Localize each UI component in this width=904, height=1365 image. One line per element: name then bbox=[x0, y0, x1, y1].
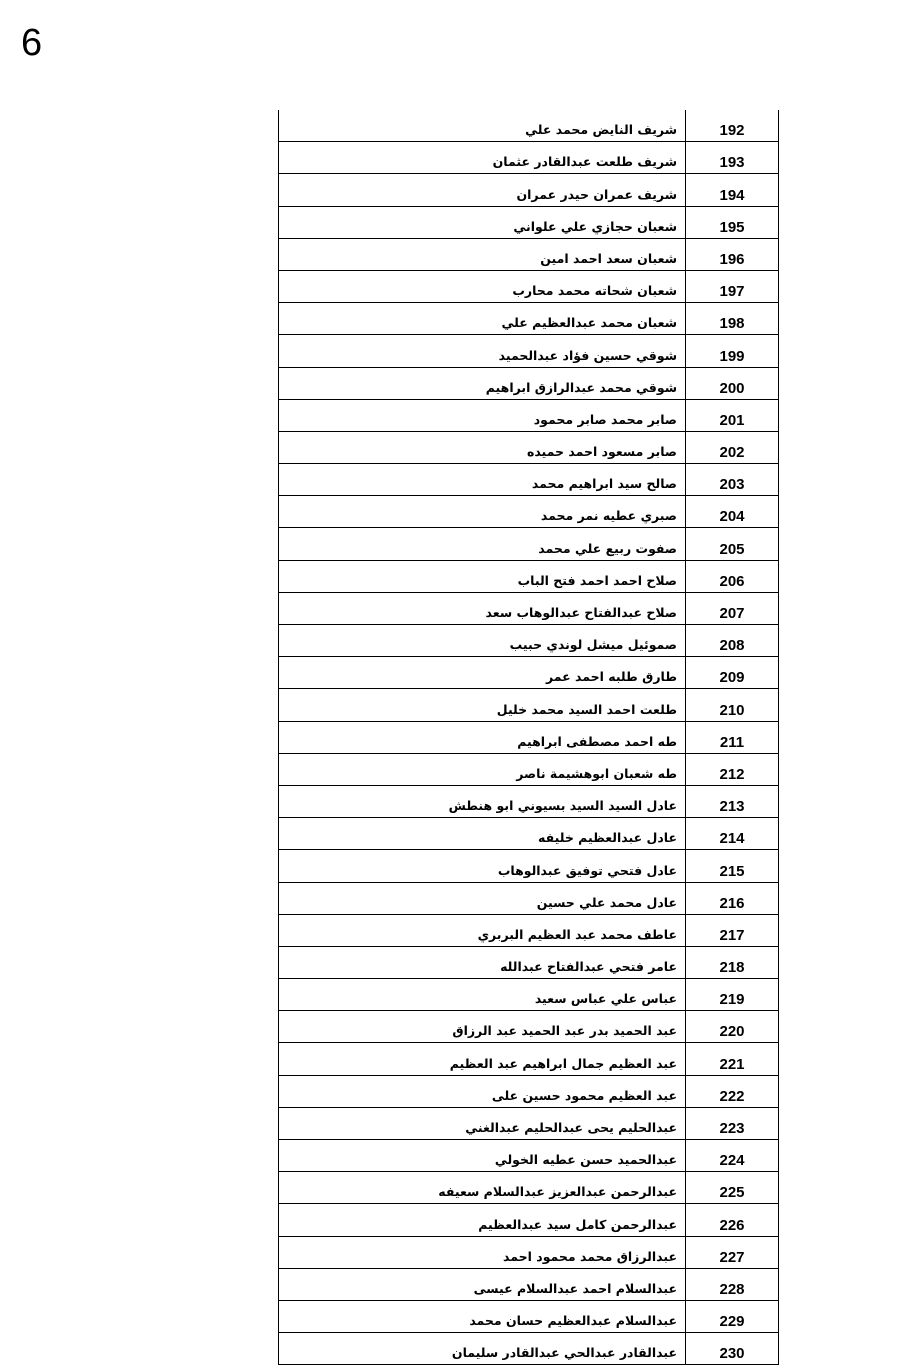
person-name: عبدالرزاق محمد محمود احمد bbox=[279, 1236, 686, 1268]
table-row bbox=[279, 110, 779, 142]
person-name: شعبان محمد عبدالعظيم علي bbox=[279, 303, 686, 335]
table-row bbox=[279, 1075, 779, 1107]
person-name: عادل محمد علي حسين bbox=[279, 882, 686, 914]
names-table-container bbox=[278, 110, 768, 1365]
person-name: صموئيل ميشل لوندي حبيب bbox=[279, 625, 686, 657]
table-row bbox=[279, 914, 779, 946]
table-row bbox=[279, 206, 779, 238]
person-name: طلعت احمد السيد محمد خليل bbox=[279, 689, 686, 721]
table-row bbox=[279, 689, 779, 721]
person-name: شوقي محمد عبدالرازق ابراهيم bbox=[279, 367, 686, 399]
row-number: 215 bbox=[686, 850, 779, 882]
row-number: 216 bbox=[686, 882, 779, 914]
row-number: 200 bbox=[686, 367, 779, 399]
table-row bbox=[279, 1107, 779, 1139]
table-row bbox=[279, 1236, 779, 1268]
table-row bbox=[279, 1140, 779, 1172]
person-name: صلاح احمد احمد فتح الباب bbox=[279, 560, 686, 592]
row-number: 208 bbox=[686, 625, 779, 657]
person-name: صبري عطيه نمر محمد bbox=[279, 496, 686, 528]
table-row bbox=[279, 979, 779, 1011]
row-number: 214 bbox=[686, 818, 779, 850]
row-number: 218 bbox=[686, 946, 779, 978]
table-row bbox=[279, 335, 779, 367]
person-name: عبدالسلام احمد عبدالسلام عيسى bbox=[279, 1268, 686, 1300]
table-row bbox=[279, 1172, 779, 1204]
person-name: عبدالسلام عبدالعظيم حسان محمد bbox=[279, 1300, 686, 1332]
row-number: 199 bbox=[686, 335, 779, 367]
row-number: 221 bbox=[686, 1043, 779, 1075]
table-row bbox=[279, 592, 779, 624]
row-number: 224 bbox=[686, 1140, 779, 1172]
table-row bbox=[279, 818, 779, 850]
row-number: 227 bbox=[686, 1236, 779, 1268]
row-number: 198 bbox=[686, 303, 779, 335]
person-name: صابر مسعود احمد حميده bbox=[279, 431, 686, 463]
row-number: 203 bbox=[686, 464, 779, 496]
person-name: عبدالحميد حسن عطيه الخولي bbox=[279, 1140, 686, 1172]
person-name: شوقي حسين فؤاد عبدالحميد bbox=[279, 335, 686, 367]
table-row bbox=[279, 1268, 779, 1300]
row-number: 193 bbox=[686, 142, 779, 174]
row-number: 230 bbox=[686, 1333, 779, 1365]
table-row bbox=[279, 721, 779, 753]
names-table bbox=[278, 110, 779, 1365]
person-name: عبدالرحمن كامل سيد عبدالعظيم bbox=[279, 1204, 686, 1236]
row-number: 222 bbox=[686, 1075, 779, 1107]
person-name: صابر محمد صابر محمود bbox=[279, 399, 686, 431]
row-number: 207 bbox=[686, 592, 779, 624]
person-name: عبد العظيم جمال ابراهيم عبد العظيم bbox=[279, 1043, 686, 1075]
row-number: 228 bbox=[686, 1268, 779, 1300]
row-number: 226 bbox=[686, 1204, 779, 1236]
table-row bbox=[279, 496, 779, 528]
table-row bbox=[279, 270, 779, 302]
person-name: شريف طلعت عبدالقادر عثمان bbox=[279, 142, 686, 174]
table-row bbox=[279, 882, 779, 914]
person-name: عبدالقادر عبدالحي عبدالقادر سليمان bbox=[279, 1333, 686, 1365]
person-name: شعبان سعد احمد امين bbox=[279, 238, 686, 270]
table-row bbox=[279, 850, 779, 882]
table-row bbox=[279, 560, 779, 592]
table-row bbox=[279, 753, 779, 785]
person-name: عبدالحليم يحى عبدالحليم عبدالغني bbox=[279, 1107, 686, 1139]
person-name: طه احمد مصطفى ابراهيم bbox=[279, 721, 686, 753]
table-row bbox=[279, 1333, 779, 1365]
table-row bbox=[279, 1300, 779, 1332]
row-number: 210 bbox=[686, 689, 779, 721]
person-name: عاطف محمد عبد العظيم البربري bbox=[279, 914, 686, 946]
row-number: 219 bbox=[686, 979, 779, 1011]
person-name: شريف النايض محمد علي bbox=[279, 110, 686, 142]
table-row bbox=[279, 528, 779, 560]
person-name: عادل السيد السيد بسيوني ابو هنطش bbox=[279, 785, 686, 817]
table-row bbox=[279, 174, 779, 206]
row-number: 213 bbox=[686, 785, 779, 817]
row-number: 192 bbox=[686, 110, 779, 142]
table-row bbox=[279, 1043, 779, 1075]
person-name: عبدالرحمن عبدالعزيز عبدالسلام سعيفه bbox=[279, 1172, 686, 1204]
person-name: طه شعبان ابوهشيمة ناصر bbox=[279, 753, 686, 785]
person-name: شعبان حجازي علي علواني bbox=[279, 206, 686, 238]
row-number: 202 bbox=[686, 431, 779, 463]
table-row bbox=[279, 625, 779, 657]
person-name: عامر فتحي عبدالفتاح عبدالله bbox=[279, 946, 686, 978]
row-number: 196 bbox=[686, 238, 779, 270]
row-number: 201 bbox=[686, 399, 779, 431]
row-number: 212 bbox=[686, 753, 779, 785]
person-name: صلاح عبدالفتاح عبدالوهاب سعد bbox=[279, 592, 686, 624]
table-row bbox=[279, 1011, 779, 1043]
person-name: شعبان شحاته محمد محارب bbox=[279, 270, 686, 302]
table-row bbox=[279, 238, 779, 270]
person-name: طارق طلبه احمد عمر bbox=[279, 657, 686, 689]
table-row bbox=[279, 464, 779, 496]
row-number: 197 bbox=[686, 270, 779, 302]
table-row bbox=[279, 946, 779, 978]
person-name: صفوت ربيع علي محمد bbox=[279, 528, 686, 560]
table-row bbox=[279, 367, 779, 399]
row-number: 195 bbox=[686, 206, 779, 238]
table-row bbox=[279, 142, 779, 174]
person-name: عبد العظيم محمود حسين على bbox=[279, 1075, 686, 1107]
person-name: عبد الحميد بدر عبد الحميد عبد الرزاق bbox=[279, 1011, 686, 1043]
person-name: عادل فتحي توفيق عبدالوهاب bbox=[279, 850, 686, 882]
names-table-body bbox=[279, 110, 779, 1365]
page-number: 6 bbox=[21, 22, 43, 64]
row-number: 206 bbox=[686, 560, 779, 592]
table-row bbox=[279, 1204, 779, 1236]
table-row bbox=[279, 399, 779, 431]
table-row bbox=[279, 303, 779, 335]
row-number: 194 bbox=[686, 174, 779, 206]
person-name: عادل عبدالعظيم خليفه bbox=[279, 818, 686, 850]
table-row bbox=[279, 657, 779, 689]
table-row bbox=[279, 431, 779, 463]
row-number: 217 bbox=[686, 914, 779, 946]
row-number: 209 bbox=[686, 657, 779, 689]
row-number: 204 bbox=[686, 496, 779, 528]
row-number: 225 bbox=[686, 1172, 779, 1204]
row-number: 205 bbox=[686, 528, 779, 560]
person-name: شريف عمران حيدر عمران bbox=[279, 174, 686, 206]
person-name: صالح سيد ابراهيم محمد bbox=[279, 464, 686, 496]
table-row bbox=[279, 785, 779, 817]
person-name: عباس علي عباس سعيد bbox=[279, 979, 686, 1011]
row-number: 229 bbox=[686, 1300, 779, 1332]
row-number: 220 bbox=[686, 1011, 779, 1043]
row-number: 211 bbox=[686, 721, 779, 753]
row-number: 223 bbox=[686, 1107, 779, 1139]
